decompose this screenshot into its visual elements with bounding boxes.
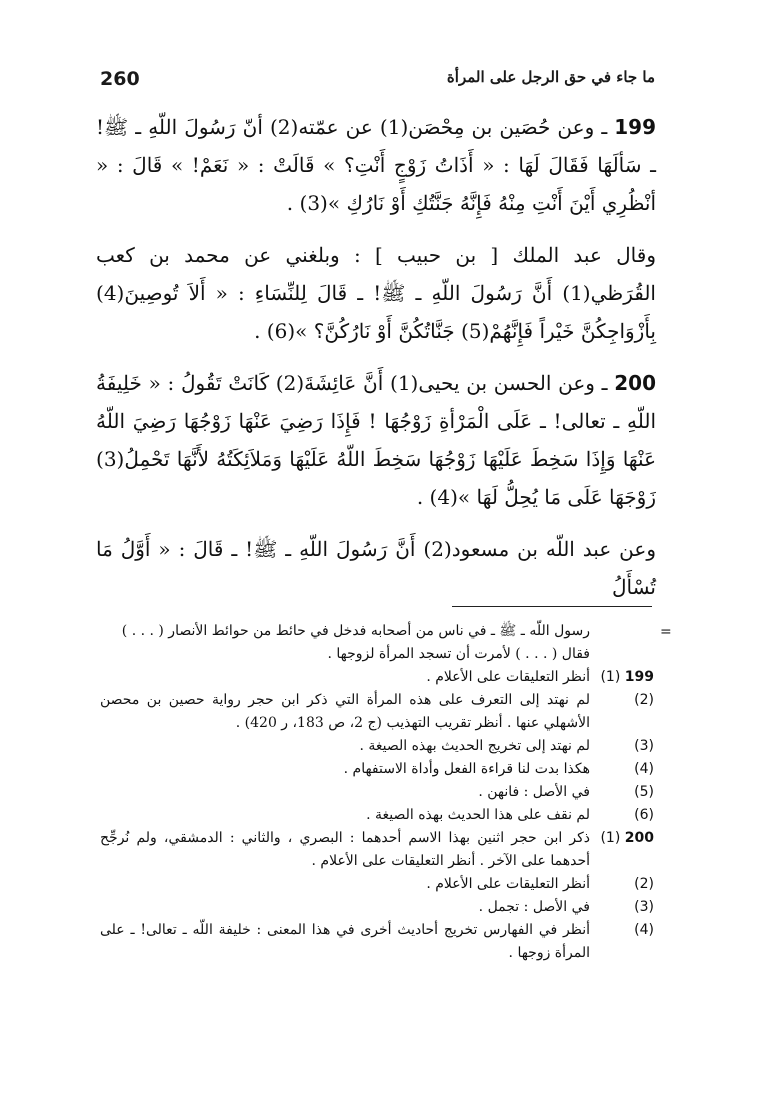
footnote-number: (3) bbox=[634, 899, 654, 915]
footnote-text: أنظر التعليقات على الأعلام . bbox=[426, 669, 590, 685]
hadith-200-addition bbox=[96, 530, 656, 606]
footnote bbox=[100, 758, 654, 781]
footnote-number: (2) bbox=[634, 692, 654, 708]
footnote-continuation-line: رسول اللّه ـ ﷺ ـ في ناس من أصحابه فدخل في حائط من حوائط الأنصار ( . . . ) bbox=[121, 623, 590, 639]
footnote-text: في الأصل : فانهن . bbox=[478, 784, 590, 800]
page-number: 260 bbox=[100, 68, 140, 90]
hadith-text: ـ وعن حُصَين بن مِحْصَن(1) عن عمّته(2) أنّ رَسُولَ اللّهِ ـ ﷺ! ـ سَألَهَا فَقَالَ لَهَا : « أَذَاتُ زَوْجٍ أَنْتِ؟ » قَالَتْ : « نَعَمْ! » قَالَ : « أنْظُرِي أَيْنَ أَنْتِ مِنْهُ فَإِنَّهُ جَنَّتُكِ أَوْ نَارُكِ »(3) . bbox=[96, 115, 656, 215]
footnote bbox=[100, 666, 654, 689]
footnotes bbox=[100, 620, 654, 965]
footnote-text: هكذا بدت لنا قراءة الفعل وأداة الاستفهام . bbox=[343, 761, 590, 777]
footnote bbox=[100, 827, 654, 873]
footnote-text: ذكر ابن حجر اثنين بهذا الاسم أحدهما : البصري ، والثاني : الدمشقي، ولم نُرجِّح أحدهما على الآخر . أنظر التعليقات على الأعلام . bbox=[100, 830, 590, 869]
hadith-text: وقال عبد الملك [ بن حبيب ] : وبلغني عن محمد بن كعب القُرَظي(1) أَنَّ رَسُولَ اللّهِ ـ ﷺ! ـ قَالَ لِلنِّسَاءِ : « أَلاَ تُوصِينَ(4) بِأَزْوَاجِكُنَّ خَيْراً فَإِنَّهُمْ(5) جَنَّاتُكُنَّ أَوْ نَارُكُنَّ؟ »(6) . bbox=[96, 243, 656, 343]
footnote-hadith-number: 199 bbox=[624, 669, 654, 685]
footnote bbox=[100, 735, 654, 758]
hadith-number: 199 bbox=[614, 115, 657, 139]
footnote-text: لم نهتد إلى التعرف على هذه المرأة التي ذكر ابن حجر رواية حصين بن محصن الأشهلي عنها . أنظر تقريب التهذيب (ج 2، ص 183، ر 420) . bbox=[100, 692, 590, 731]
footnote-text: لم نهتد إلى تخريج الحديث بهذه الصيغة . bbox=[359, 738, 590, 754]
footnote-continuation-marker: = bbox=[660, 624, 672, 640]
footnote bbox=[100, 689, 654, 735]
footnote-number: (4) bbox=[634, 761, 654, 777]
footnote-continuation-line: فقال ( . . . ) لأمرت أن تسجد المرأة لزوجها . bbox=[327, 646, 590, 662]
footnote-text: أنظر في الفهارس تخريج أحاديث أخرى في هذا المعنى : خليفة اللّه ـ تعالى! ـ على المرأة زوجها . bbox=[100, 922, 590, 961]
footnote bbox=[100, 873, 654, 896]
footnote bbox=[100, 781, 654, 804]
footnote-text: في الأصل : تجمل . bbox=[478, 899, 590, 915]
footnote bbox=[100, 896, 654, 919]
footnote bbox=[100, 919, 654, 965]
footnote-text: أنظر التعليقات على الأعلام . bbox=[426, 876, 590, 892]
hadith-199-addition bbox=[96, 236, 656, 350]
footnote-number: (6) bbox=[634, 807, 654, 823]
footnote bbox=[100, 804, 654, 827]
running-title: ما جاء في حق الرجل على المرأة bbox=[446, 68, 655, 86]
footnote-number: (2) bbox=[634, 876, 654, 892]
hadith-200 bbox=[96, 364, 656, 516]
main-text bbox=[96, 108, 656, 620]
footnote-text: لم نقف على هذا الحديث بهذه الصيغة . bbox=[366, 807, 590, 823]
footnote-separator bbox=[452, 606, 652, 607]
hadith-199 bbox=[96, 108, 656, 222]
footnote-number: (3) bbox=[634, 738, 654, 754]
footnote-hadith-number: 200 bbox=[624, 830, 654, 846]
hadith-text: وعن عبد اللّه بن مسعود(2) أَنَّ رَسُولَ اللّهِ ـ ﷺ! ـ قَالَ : « أَوَّلُ مَا تُسْأَلُ bbox=[96, 537, 656, 599]
page-header bbox=[100, 68, 655, 96]
hadith-text: ـ وعن الحسن بن يحيى(1) أَنَّ عَائِشَةَ(2) كَانَتْ تَقُولُ : « خَلِيفَةُ اللّهِ ـ تعالى! ـ عَلَى الْمَرْأةِ زَوْجُهَا ! فَإِذَا رَضِيَ عَنْهَا زَوْجُهَا رَضِيَ اللّهُ عَنْهَا وَإِذَا سَخِطَ عَلَيْهَا زَوْجُهَا سَخِطَ اللّهُ عَلَيْهَا وَمَلاَئِكَتُهُ لأَنَّهَا تَحْمِلُ(3) زَوْجَهَا عَلَى مَا يُحِلُّ لَهَا »(4) . bbox=[96, 371, 656, 509]
footnote-number: (1) bbox=[600, 830, 621, 846]
footnote-number: (1) bbox=[600, 669, 621, 685]
footnote-number: (4) bbox=[634, 922, 654, 938]
footnote-number: (5) bbox=[634, 784, 654, 800]
hadith-number: 200 bbox=[614, 371, 656, 395]
